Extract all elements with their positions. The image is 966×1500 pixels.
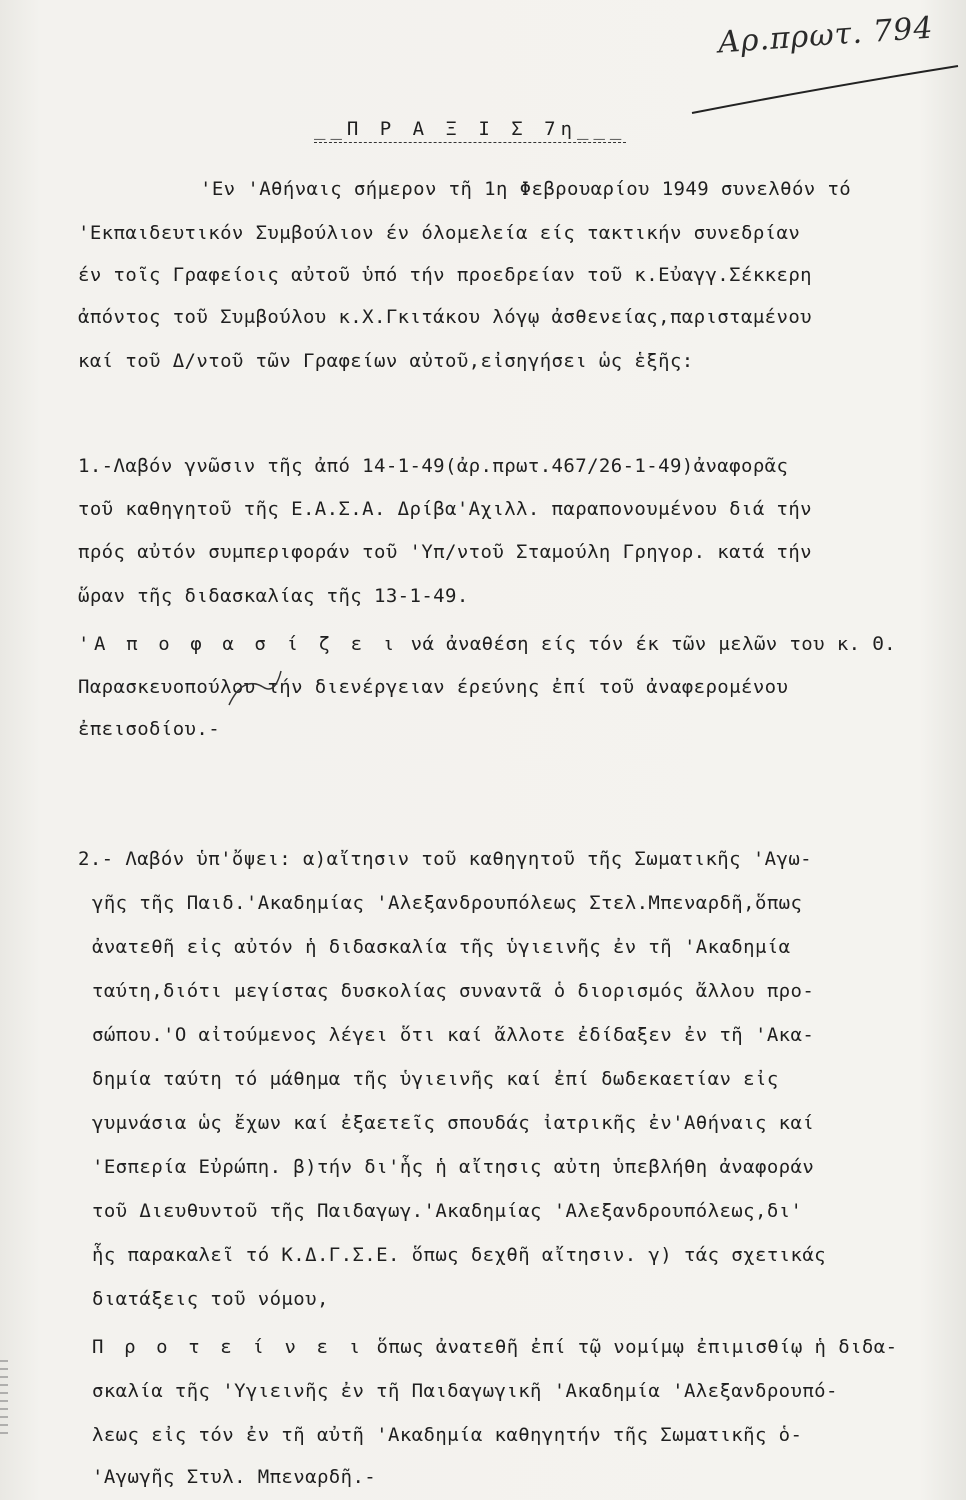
intro-line-1: 'Εν 'Αθήναις σήμερον τῆ 1η Φεβρουαρίου 1949 συνελθόν τό xyxy=(200,178,852,200)
pen-correction-icon xyxy=(225,665,285,710)
item2-line-1: 2.- Λαβόν ὑπ'ὄψει: α)αἴτησιν τοῦ καθηγητοῦ τῆς Σωματικῆς 'Αγω- xyxy=(78,848,813,870)
item1-line-1: 1.-Λαβόν γνῶσιν τῆς ἀπό 14-1-49(ἀρ.πρωτ.467/26-1-49)ἀναφορᾶς xyxy=(78,455,789,477)
item2-line-11: διατάξεις τοῦ νόμου, xyxy=(92,1288,329,1310)
intro-line-4: ἀπόντος τοῦ Συμβούλου κ.Χ.Γκιτάκου λόγῳ ἀσθενείας,παρισταμένου xyxy=(78,306,813,328)
item2-line-10: ἧς παρακαλεῖ τό Κ.Δ.Γ.Σ.Ε. ὅπως δεχθῆ αἴτησιν. γ) τάς σχετικάς xyxy=(92,1244,827,1266)
decision-rest: νά ἀναθέση είς τόν έκ τῶν μελῶν του κ. Θ. xyxy=(398,633,897,655)
item2-line-4: ταύτη,διότι μεγίστας δυσκολίας συναντᾶ ὁ διορισμός ἄλλου προ- xyxy=(92,980,815,1002)
item1-decision-line-2: Παρασκευοπούλου τήν διενέργειαν έρεύνης ἐπί τοῦ ἀναφερομένου xyxy=(78,676,789,698)
item2-line-5: σώπου.'Ο αἰτούμενος λέγει ὅτι καί ἄλλοτε ἐδίδαξεν ἐν τῆ 'Ακα- xyxy=(92,1024,815,1046)
item1-line-4: ὥραν τῆς διδασκαλίας τῆς 13-1-49. xyxy=(78,585,469,607)
item2-proposal-line-3: λεως εἰς τόν ἐν τῆ αὐτῆ 'Ακαδημία καθηγητήν τῆς Σωματικῆς ὁ- xyxy=(92,1424,803,1446)
item2-proposal xyxy=(92,1336,897,1358)
item2-proposal-line-4: 'Αγωγῆς Στυλ. Μπεναρδῆ.- xyxy=(92,1466,377,1488)
item1-line-2: τοῦ καθηγητοῦ τῆς Ε.Α.Σ.Α. Δρίβα'Αχιλλ. παραπονουμένου διά τήν xyxy=(78,498,813,520)
item2-line-9: τοῦ Διευθυντοῦ τῆς Παιδαγωγ.'Ακαδημίας 'Αλεξανδρουπόλεως,δι' xyxy=(92,1200,803,1222)
item2-line-6: δημία ταύτη τό μάθημα τῆς ὑγιεινῆς καί ἐπί δωδεκαετίαν εἰς xyxy=(92,1068,779,1090)
item2-proposal-line-2: σκαλία τῆς 'Υγιεινῆς ἐν τῆ Παιδαγωγικῆ 'Ακαδημία 'Αλεξανδρουπό- xyxy=(92,1380,838,1402)
handwritten-protocol-number: Αρ.πρωτ. 794 xyxy=(717,10,935,61)
item2-line-8: 'Εσπερία Εὐρώπη. β)τήν δι'ἧς ἡ αἴτησις αὐτη ὑπεβλήθη ἀναφοράν xyxy=(92,1156,815,1178)
item1-line-3: πρός αὐτόν συμπεριφοράν τοῦ 'Υπ/ντοῦ Σταμούλη Γρηγορ. κατά τήν xyxy=(78,541,813,563)
proposal-rest: ὅπως ἀνατεθῆ ἐπί τῷ νομίμῳ ἐπιμισθίῳ ἡ διδα- xyxy=(364,1336,898,1358)
proposal-label: Π ρ ο τ ε ί ν ε ι xyxy=(92,1336,365,1358)
item1-decision-line-3: ἐπεισοδίου.- xyxy=(78,718,221,740)
decision-label: 'Α π ο φ α σ ί ζ ε ι xyxy=(78,633,399,655)
margin-ruler-ticks xyxy=(0,1360,8,1440)
item1-decision xyxy=(78,633,896,655)
intro-line-3: έν τοῖς Γραφείοις αὐτοῦ ὑπό τήν προεδρείαν τοῦ κ.Εὐαγγ.Σέκκερη xyxy=(78,264,813,286)
intro-line-5: καί τοῦ Δ/ντοῦ τῶν Γραφείων αὐτοῦ,εἰσηγήσει ὡς ἑξῆς: xyxy=(78,350,694,372)
intro-line-2: 'Εκπαιδευτικόν Συμβούλιον έν όλομελεία είς τακτικήν συνεδρίαν xyxy=(78,222,801,244)
pen-stroke-icon xyxy=(690,58,960,118)
document-title: __Π Ρ Α Ξ Ι Σ 7η___ xyxy=(314,118,626,143)
item2-line-3: ἀνατεθῆ εἰς αὐτόν ἡ διδασκαλία τῆς ὑγιεινῆς ἐν τῆ 'Ακαδημία xyxy=(92,936,791,958)
item2-line-2: γῆς τῆς Παιδ.'Ακαδημίας 'Αλεξανδρουπόλεως Στελ.Μπεναρδῆ,ὅπως xyxy=(92,892,803,914)
item2-line-7: γυμνάσια ὡς ἔχων καί ἐξαετεῖς σπουδάς ἰατρικῆς ἐν'Αθήναις καί xyxy=(92,1112,815,1134)
